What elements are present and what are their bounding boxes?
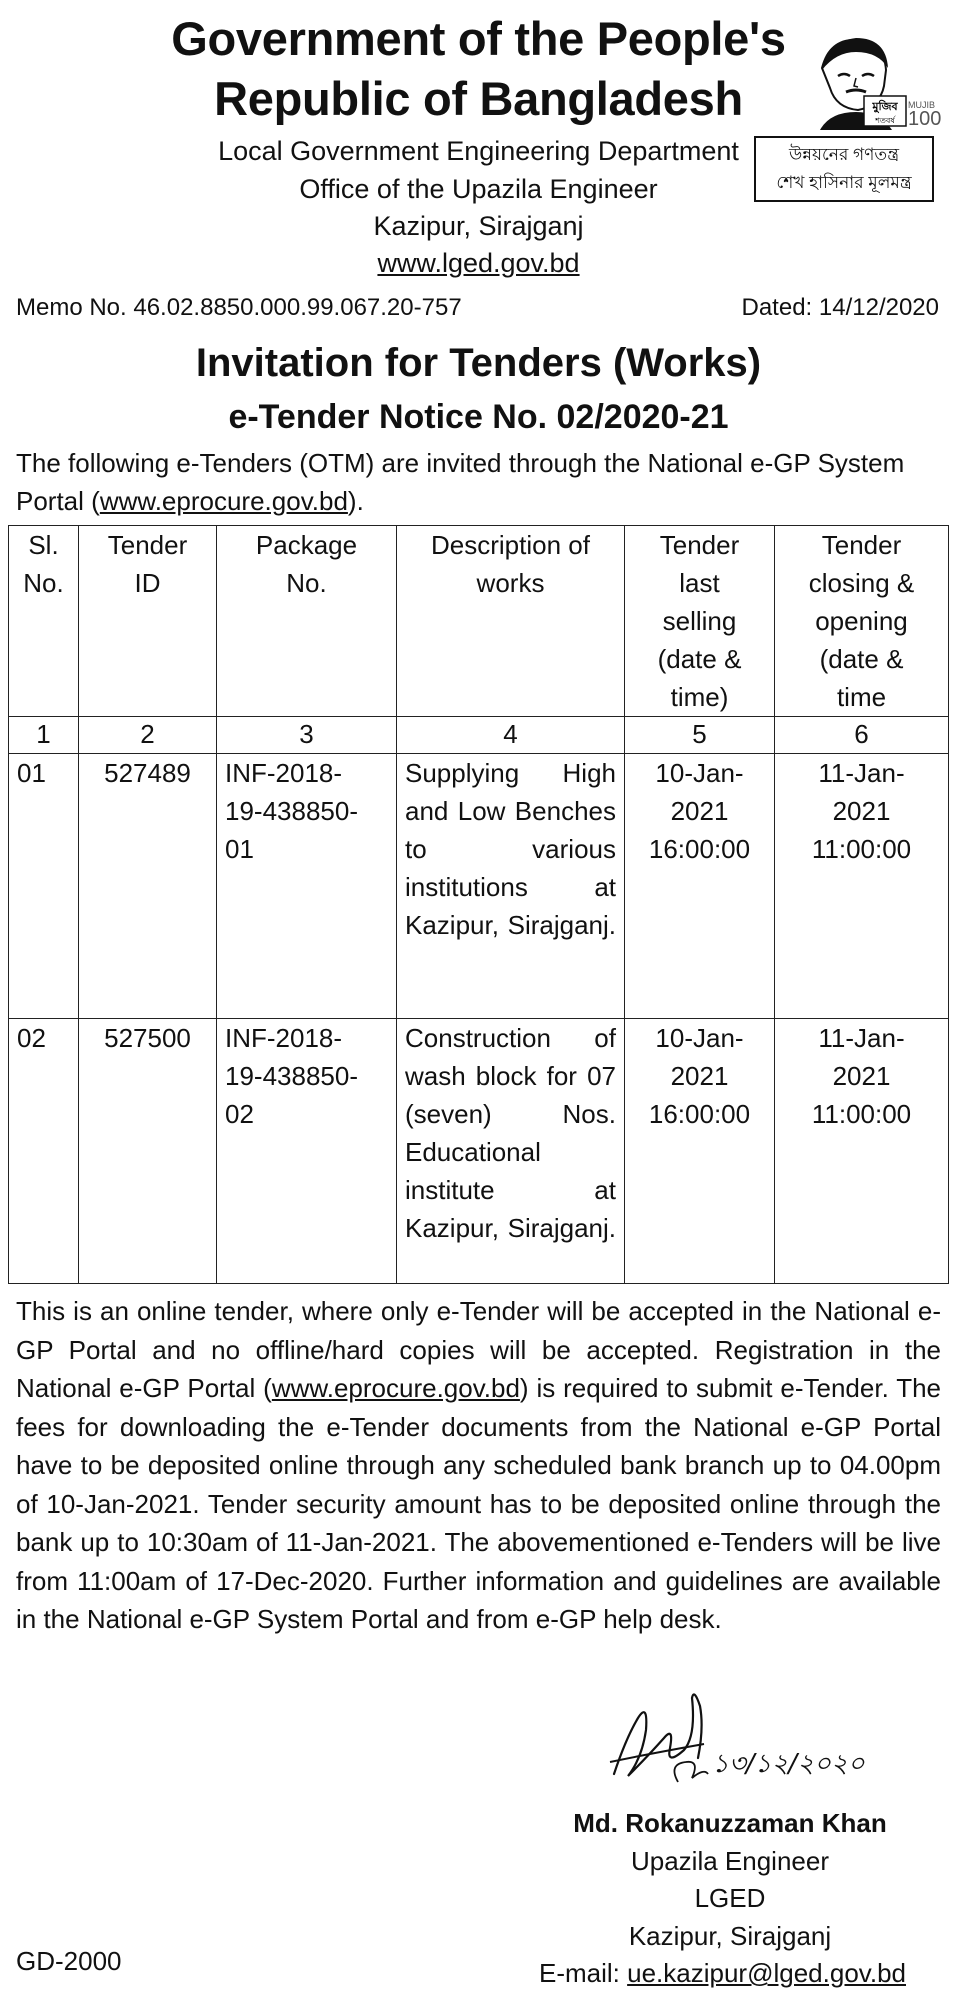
cell-closing-opening: 11-Jan- 2021 11:00:00	[775, 1019, 949, 1284]
cell-tender-id: 527500	[79, 1019, 217, 1284]
website-link[interactable]: www.lged.gov.bd	[377, 248, 580, 278]
cell-sl-no: 01	[9, 754, 79, 1019]
handwritten-signature	[608, 1678, 865, 1788]
instructions-text: This is an online tender, where only e-Tender will be accepted in the National e-GP Portal and no offline/hard copies will be accepted. Registration in the National e-GP Portal (	[16, 1296, 941, 1403]
signatory-organization: LGED	[694, 1883, 766, 1913]
cell-description: Construction of wash block for 07 (seven) Nos. Educational institute at Kazipur, Sirajganj.	[397, 1019, 625, 1284]
instructions-text-continued: ) is required to submit e-Tender. The fees for downloading the e-Tender documents from the National e-GP Portal have to be deposited online through any scheduled bank branch up to 04.00pm of 10-Jan-2021. Tender security amount has to be deposited online through the bank up to 10:30am of 11-Jan-2021. The abovementioned e-Tenders will be live from 11:00am of 17-Dec-2020. Further information and guidelines are available in the National e-GP System Portal and from e-GP help desk.	[16, 1373, 942, 1634]
table-row	[9, 754, 949, 1019]
col-number: 5	[625, 717, 775, 754]
cell-package-no: INF-2018- 19-438850- 02	[217, 1019, 397, 1284]
intro-suffix: ).	[347, 486, 364, 516]
government-title-line1: Government of the People's	[171, 12, 786, 65]
svg-text:শতবর্ষ: শতবর্ষ	[875, 116, 895, 125]
eprocure-link[interactable]: www.eprocure.gov.bd	[271, 1373, 520, 1403]
government-title-line2: Republic of Bangladesh	[214, 72, 743, 125]
cell-description: Supplying High and Low Benches to various institutions at Kazipur, Sirajganj.	[397, 754, 625, 1019]
signatory-name: Md. Rokanuzzaman Khan	[573, 1808, 887, 1838]
office-name: Office of the Upazila Engineer	[299, 174, 658, 204]
intro-text: The following e-Tenders (OTM) are invited through the National e-GP System Portal (	[16, 448, 905, 516]
intro-paragraph	[16, 444, 941, 520]
slogan-line2: শেখ হাসিনার মূলমন্ত্র	[776, 173, 912, 192]
signatory-designation: Upazila Engineer	[630, 1846, 829, 1876]
signature-date: ১৩/১২/২০২০	[712, 1749, 865, 1779]
cell-closing-opening: 11-Jan- 2021 11:00:00	[775, 754, 949, 1019]
notice-subtitle: e-Tender Notice No. 02/2020-21	[228, 398, 729, 436]
signatory-email	[500, 1955, 945, 1992]
email-label: E-mail:	[539, 1958, 628, 1988]
office-location: Kazipur, Sirajganj	[373, 211, 584, 241]
signatory-location: Kazipur, Sirajganj	[628, 1921, 832, 1951]
col-number: 4	[397, 717, 625, 754]
svg-text:MUJIB: MUJIB	[908, 100, 935, 110]
department-name: Local Government Engineering Department	[218, 136, 739, 166]
col-number: 2	[79, 717, 217, 754]
table-header-row	[9, 526, 949, 717]
tender-table	[8, 525, 949, 1284]
header-closing-opening: Tender closing & opening (date & time	[775, 526, 949, 717]
cell-last-selling: 10-Jan- 2021 16:00:00	[625, 1019, 775, 1284]
header-last-selling: Tender last selling (date & time)	[625, 526, 775, 717]
footer-code: GD-2000	[16, 1946, 122, 1976]
instructions-paragraph	[16, 1292, 941, 1639]
col-number: 1	[9, 717, 79, 754]
header-description: Description of works	[397, 526, 625, 717]
header-sl-no: Sl. No.	[9, 526, 79, 717]
cell-sl-no: 02	[9, 1019, 79, 1284]
header-tender-id: Tender ID	[79, 526, 217, 717]
mujib-100-logo	[800, 30, 940, 130]
svg-text:মুজিব: মুজিব	[872, 100, 898, 113]
header-package-no: Package No.	[217, 526, 397, 717]
table-column-number-row	[9, 717, 949, 754]
table-row	[9, 1019, 949, 1284]
svg-text:100: 100	[908, 108, 942, 130]
eprocure-link[interactable]: www.eprocure.gov.bd	[99, 486, 348, 516]
email-link[interactable]: ue.kazipur@lged.gov.bd	[627, 1958, 906, 1988]
col-number: 3	[217, 717, 397, 754]
cell-last-selling: 10-Jan- 2021 16:00:00	[625, 754, 775, 1019]
cell-tender-id: 527489	[79, 754, 217, 1019]
slogan-line1: উন্নয়নের গণতন্ত্র	[789, 145, 899, 164]
memo-number: Memo No. 46.02.8850.000.99.067.20-757	[16, 294, 462, 321]
notice-title: Invitation for Tenders (Works)	[195, 341, 762, 385]
col-number: 6	[775, 717, 949, 754]
memo-date: Dated: 14/12/2020	[741, 294, 939, 321]
cell-package-no: INF-2018- 19-438850- 01	[217, 754, 397, 1019]
